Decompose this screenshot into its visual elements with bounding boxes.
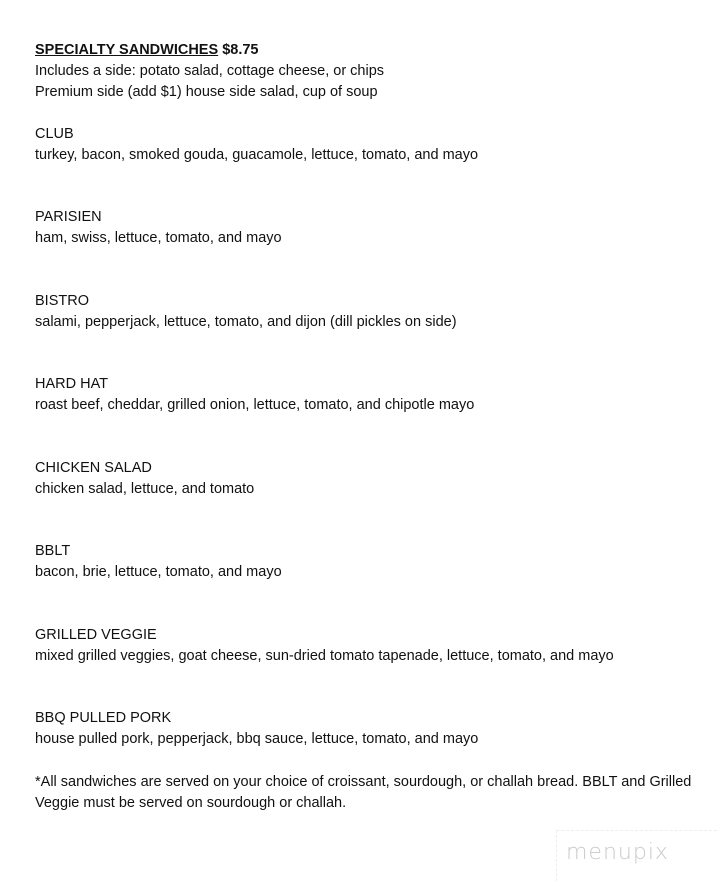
menu-item-club — [35, 124, 705, 166]
side-info-line: Includes a side: potato salad, cottage cheese, or chips — [35, 63, 385, 79]
bread-footnote: *All sandwiches are served on your choice of croissant, sourdough, or challah bread. BBLT and Grilled Veggie must be served on sourdough or challah. — [35, 774, 692, 811]
section-price: $8.75 — [222, 42, 259, 58]
menu-item-grilled-veggie — [35, 625, 705, 667]
item-description: mixed grilled veggies, goat cheese, sun-dried tomato tapenade, lettuce, tomato, and mayo — [35, 648, 614, 664]
item-description: turkey, bacon, smoked gouda, guacamole, lettuce, tomato, and mayo — [35, 147, 479, 163]
item-name: CHICKEN SALAD — [35, 460, 152, 476]
menu-header — [35, 40, 705, 103]
item-name: BBLT — [35, 543, 71, 559]
menu-page — [35, 40, 705, 811]
item-name: PARISIEN — [35, 209, 102, 225]
section-title — [35, 40, 705, 61]
item-description: ham, swiss, lettuce, tomato, and mayo — [35, 230, 282, 246]
item-name: CLUB — [35, 126, 74, 142]
menu-item-hard-hat — [35, 374, 705, 416]
item-description: bacon, brie, lettuce, tomato, and mayo — [35, 564, 282, 580]
item-description: roast beef, cheddar, grilled onion, lettuce, tomato, and chipotle mayo — [35, 397, 475, 413]
menu-item-bistro — [35, 291, 705, 333]
item-description: salami, pepperjack, lettuce, tomato, and dijon (dill pickles on side) — [35, 314, 457, 330]
watermark-logo: menupix — [566, 840, 669, 865]
menu-item-parisien — [35, 207, 705, 249]
item-name: HARD HAT — [35, 376, 109, 392]
item-description: house pulled pork, pepperjack, bbq sauce, lettuce, tomato, and mayo — [35, 731, 479, 747]
menu-item-bblt — [35, 541, 705, 583]
menu-item-bbq-pulled-pork — [35, 708, 705, 750]
item-name: BBQ PULLED PORK — [35, 710, 172, 726]
item-name: GRILLED VEGGIE — [35, 627, 157, 643]
menu-item-chicken-salad — [35, 458, 705, 500]
section-title-text: SPECIALTY SANDWICHES — [35, 42, 219, 58]
item-description: chicken salad, lettuce, and tomato — [35, 481, 255, 497]
item-name: BISTRO — [35, 293, 89, 309]
premium-side-line: Premium side (add $1) house side salad, cup of soup — [35, 84, 378, 100]
